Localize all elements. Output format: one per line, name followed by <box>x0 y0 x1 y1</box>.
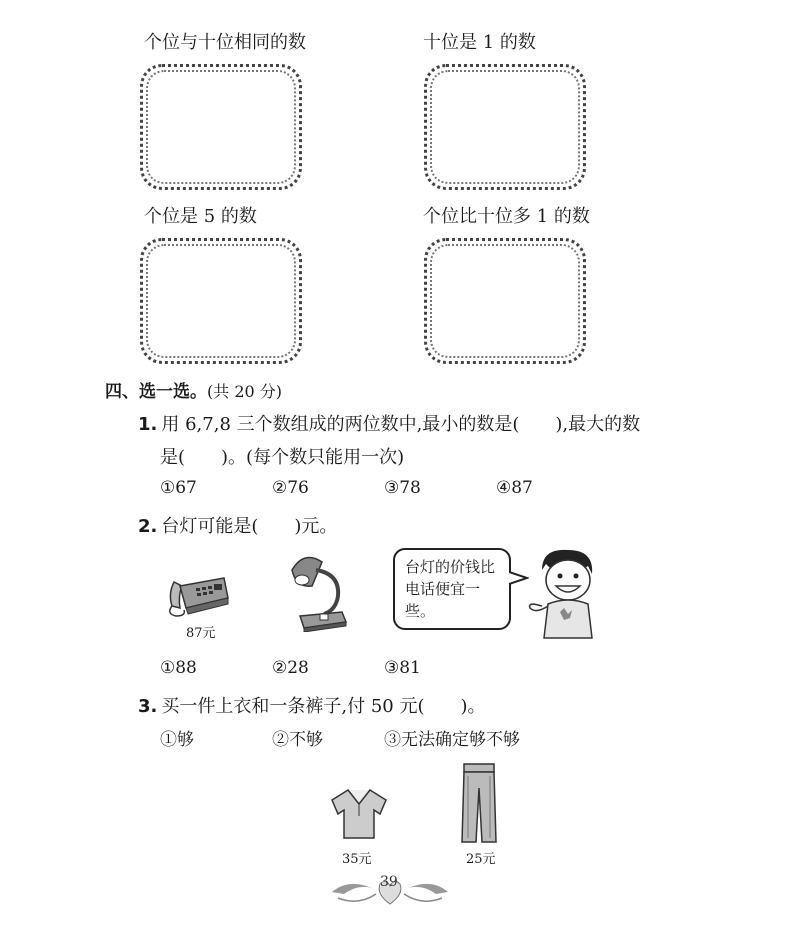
pants-illustration <box>458 762 500 844</box>
boy-illustration <box>528 548 608 640</box>
q1-option-1[interactable]: ①67 <box>160 478 197 498</box>
box-label-ones-5: 个位是 5 的数 <box>144 206 257 227</box>
section-points: (共 20 分) <box>207 382 283 401</box>
q3-option-3[interactable]: ③无法确定够不够 <box>384 730 520 750</box>
box-label-same-digits: 个位与十位相同的数 <box>144 32 306 53</box>
answer-box-ones-5[interactable] <box>140 238 302 364</box>
question-1-number: 1. <box>138 414 158 435</box>
box-label-tens-1: 十位是 1 的数 <box>423 32 536 53</box>
q1-option-2[interactable]: ②76 <box>272 478 309 498</box>
q2-option-1[interactable]: ①88 <box>160 658 197 678</box>
box-label-ones-more: 个位比十位多 1 的数 <box>423 206 590 227</box>
q3-option-2[interactable]: ②不够 <box>272 730 323 750</box>
page-number: 39 <box>380 874 398 890</box>
question-3 <box>138 692 486 718</box>
question-2 <box>138 512 337 538</box>
question-1-line2: 是( )。(每个数只能用一次) <box>160 447 405 468</box>
telephone-illustration <box>166 568 232 618</box>
answer-box-same-digits[interactable] <box>140 64 302 190</box>
shirt-illustration <box>328 786 390 842</box>
question-1-text: 用 6,7,8 三个数组成的两位数中,最小的数是( ),最大的数 <box>161 414 641 435</box>
q1-option-4[interactable]: ④87 <box>496 478 533 498</box>
question-2-number: 2. <box>138 516 158 537</box>
phone-price: 87元 <box>186 626 216 641</box>
shirt-price: 35元 <box>342 852 372 867</box>
pants-price: 25元 <box>466 852 496 867</box>
speech-bubble-line-1: 台灯的价钱比 <box>405 558 496 576</box>
speech-bubble-line-2: 电话便宜一些。 <box>405 580 481 620</box>
answer-box-tens-1[interactable] <box>424 64 586 190</box>
section-title <box>105 377 282 402</box>
desk-lamp-illustration <box>286 552 350 632</box>
speech-bubble <box>393 548 511 630</box>
question-2-text: 台灯可能是( )元。 <box>161 516 338 537</box>
q1-option-3[interactable]: ③78 <box>384 478 421 498</box>
speech-bubble-tail <box>509 570 529 588</box>
question-1-line1 <box>138 410 640 436</box>
q2-option-3[interactable]: ③81 <box>384 658 421 678</box>
q2-option-2[interactable]: ②28 <box>272 658 309 678</box>
question-3-text: 买一件上衣和一条裤子,付 50 元( )。 <box>161 696 486 717</box>
q3-option-1[interactable]: ①够 <box>160 730 194 750</box>
section-title-text: 四、选一选。 <box>105 382 207 402</box>
answer-box-ones-more[interactable] <box>424 238 586 364</box>
question-3-number: 3. <box>138 696 158 717</box>
